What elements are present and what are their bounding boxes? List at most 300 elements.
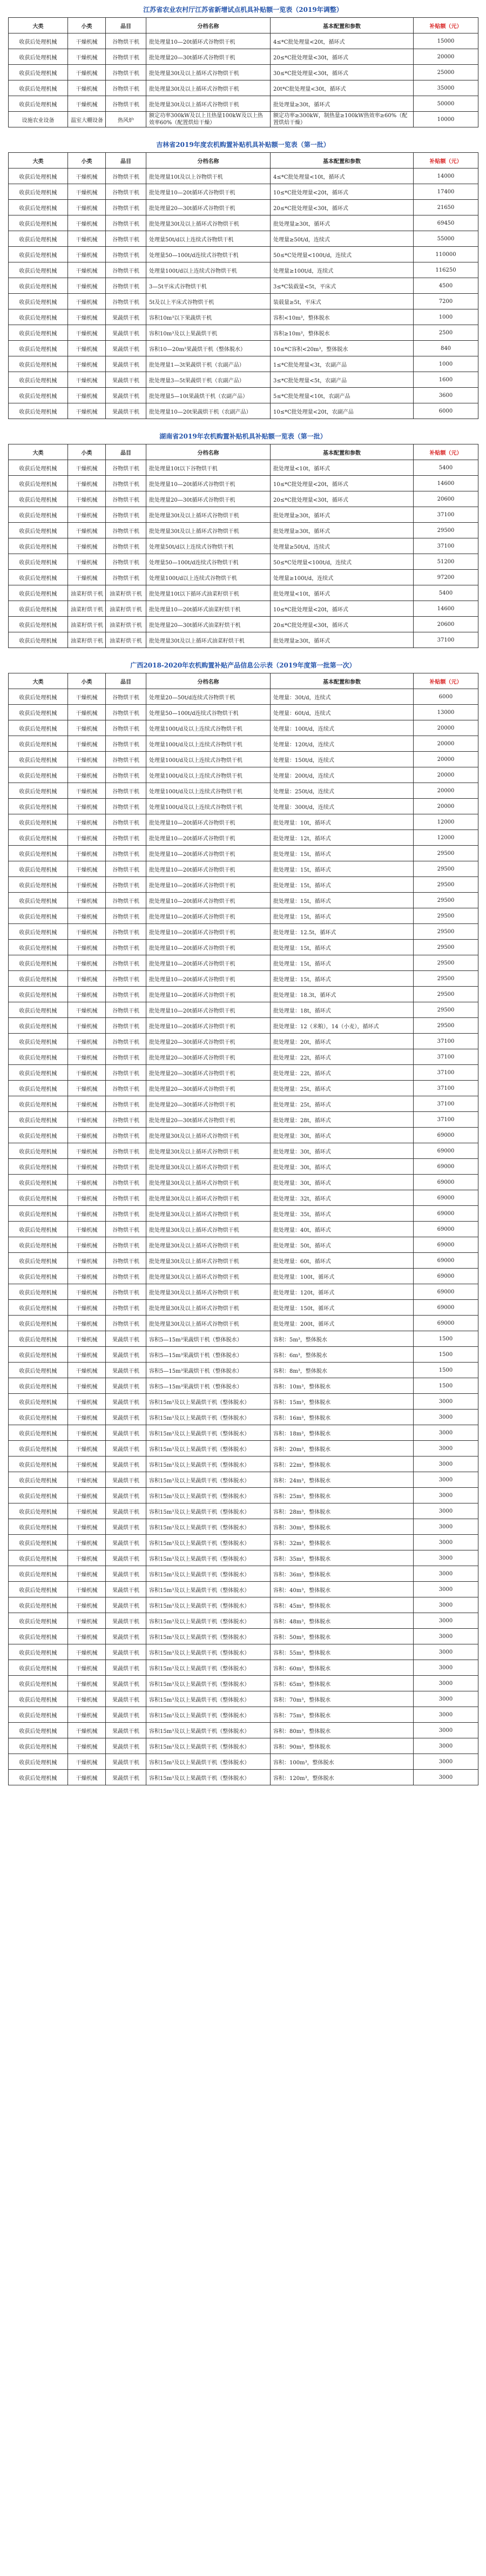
table-cell: 批处理量10—20t循环式谷物烘干机 xyxy=(146,1002,271,1018)
table-cell: 批处理量20—30t循环式谷物烘干机 xyxy=(146,1081,271,1096)
table-row xyxy=(9,1331,478,1347)
table-cell: 50≤*C处理量<100t/d，连续式 xyxy=(271,554,414,570)
table-row xyxy=(9,893,478,908)
table-cell: 3≤*C装载量<5t，平床式 xyxy=(271,278,414,294)
table-cell: 50000 xyxy=(414,96,478,112)
table-cell: 3000 xyxy=(414,1770,478,1785)
table-cell: 20≤*C批处理量<30t，循环式 xyxy=(271,49,414,65)
table-cell: 果蔬烘干机 xyxy=(106,403,146,419)
table-cell: 谷物烘干机 xyxy=(106,736,146,752)
table-cell: 干燥机械 xyxy=(68,1081,106,1096)
table-cell: 干燥机械 xyxy=(68,247,106,262)
table-cell: 干燥机械 xyxy=(68,1347,106,1363)
table-cell: 收获后处理机械 xyxy=(9,1018,68,1034)
table-row xyxy=(9,830,478,846)
table-cell: 果蔬烘干机 xyxy=(106,1363,146,1378)
table-cell: 容积15m³及以上果蔬烘干机（整体脱水） xyxy=(146,1707,271,1723)
table-cell: 谷物烘干机 xyxy=(106,1269,146,1284)
table-cell: 干燥机械 xyxy=(68,1143,106,1159)
table-cell: 干燥机械 xyxy=(68,1660,106,1676)
table-cell: 110000 xyxy=(414,247,478,262)
table-cell: 干燥机械 xyxy=(68,262,106,278)
table-cell: 批处理量：15t，循环式 xyxy=(271,861,414,877)
table-cell: 1000 xyxy=(414,356,478,372)
table-cell: 谷物烘干机 xyxy=(106,814,146,830)
table-cell: 69450 xyxy=(414,215,478,231)
table-cell: 容积15m³及以上果蔬烘干机（整体脱水） xyxy=(146,1754,271,1770)
table-cell: 容积：100m³，整体脱水 xyxy=(271,1754,414,1770)
table-cell: 容积：16m³，整体脱水 xyxy=(271,1410,414,1425)
table-cell: 29500 xyxy=(414,1018,478,1034)
table-cell: 收获后处理机械 xyxy=(9,278,68,294)
table-cell: 干燥机械 xyxy=(68,1676,106,1691)
table-cell: 收获后处理机械 xyxy=(9,689,68,705)
table-cell: 1600 xyxy=(414,372,478,388)
table-cell: 10≤*C批处理量<20t，循环式 xyxy=(271,476,414,491)
table-row xyxy=(9,523,478,538)
table-cell: 处理量50t/d以上连续式谷物烘干机 xyxy=(146,538,271,554)
table-row xyxy=(9,987,478,1002)
table-cell: 69000 xyxy=(414,1237,478,1253)
table-row xyxy=(9,1770,478,1785)
table-cell: 干燥机械 xyxy=(68,924,106,940)
table-cell: 20000 xyxy=(414,767,478,783)
table-row xyxy=(9,215,478,231)
table-cell: 收获后处理机械 xyxy=(9,987,68,1002)
table-row xyxy=(9,278,478,294)
table-row xyxy=(9,388,478,403)
table-cell: 批处理量10—20t循环式谷物烘干机 xyxy=(146,955,271,971)
table-cell: 收获后处理机械 xyxy=(9,1629,68,1644)
table-cell: 批处理量30t及以上循环式谷物烘干机 xyxy=(146,507,271,523)
table-cell: 收获后处理机械 xyxy=(9,1582,68,1597)
table-row xyxy=(9,924,478,940)
table-row xyxy=(9,1363,478,1378)
table-cell: 批处理量10—20t循环式谷物烘干机 xyxy=(146,940,271,955)
table-cell: 处理量：250t/d，连续式 xyxy=(271,783,414,799)
table-cell: 处理量：120t/d，连续式 xyxy=(271,736,414,752)
table-cell: 收获后处理机械 xyxy=(9,309,68,325)
table-cell: 油菜籽烘干机 xyxy=(68,632,106,648)
table-row xyxy=(9,1378,478,1394)
table-cell: 果蔬烘干机 xyxy=(106,1331,146,1347)
table-cell: 批处理量10—20t循环式油菜籽烘干机 xyxy=(146,601,271,617)
table-cell: 容积：22m³，整体脱水 xyxy=(271,1456,414,1472)
table-cell: 批处理量10—20t循环式谷物烘干机 xyxy=(146,987,271,1002)
table-cell: 处理量50—100t/d连续式谷物烘干机 xyxy=(146,247,271,262)
table-cell: 1500 xyxy=(414,1378,478,1394)
table-row xyxy=(9,1347,478,1363)
table-row xyxy=(9,1691,478,1707)
table-cell: 3000 xyxy=(414,1738,478,1754)
table-cell: 收获后处理机械 xyxy=(9,752,68,767)
table-cell: 干燥机械 xyxy=(68,1441,106,1456)
table-cell: 收获后处理机械 xyxy=(9,1347,68,1363)
table-cell: 37100 xyxy=(414,1065,478,1081)
table-cell: 谷物烘干机 xyxy=(106,924,146,940)
table-cell: 果蔬烘干机 xyxy=(106,1770,146,1785)
table-row xyxy=(9,705,478,720)
table-cell: 谷物烘干机 xyxy=(106,1300,146,1316)
table-cell: 处理量50—100t/d连续式谷物烘干机 xyxy=(146,705,271,720)
table-cell: 果蔬烘干机 xyxy=(106,1488,146,1503)
table-cell: 果蔬烘干机 xyxy=(106,309,146,325)
table-cell: 10≤*C批处理量<20t，循环式 xyxy=(271,184,414,200)
table-cell: 干燥机械 xyxy=(68,184,106,200)
table-cell: 果蔬烘干机 xyxy=(106,341,146,356)
table-row xyxy=(9,1253,478,1269)
table-cell: 批处理量10—20t循环式谷物烘干机 xyxy=(146,971,271,987)
table-row xyxy=(9,1096,478,1112)
section-title: 吉林省2019年度农机购置补贴机具补贴额一览表（第一批） xyxy=(156,141,330,149)
table-cell: 收获后处理机械 xyxy=(9,720,68,736)
section-title: 江苏省农业农村厅江苏省新增试点机具补贴额一览表（2019年调整） xyxy=(143,6,343,14)
table-row xyxy=(9,80,478,96)
table-cell: 55000 xyxy=(414,231,478,247)
table-cell: 干燥机械 xyxy=(68,846,106,861)
table-cell: 批处理量：25t，循环式 xyxy=(271,1096,414,1112)
table-cell: 收获后处理机械 xyxy=(9,356,68,372)
table-cell: 批处理量30t及以上循环式谷物烘干机 xyxy=(146,1143,271,1159)
table-row xyxy=(9,1049,478,1065)
table-row xyxy=(9,1143,478,1159)
table-cell: 29500 xyxy=(414,940,478,955)
table-header-row xyxy=(9,444,478,460)
table-row xyxy=(9,1206,478,1222)
table-cell: 20600 xyxy=(414,491,478,507)
table-cell: 10000 xyxy=(414,112,478,127)
table-cell: 容积15m³及以上果蔬烘干机（整体脱水） xyxy=(146,1535,271,1550)
table-cell: 果蔬烘干机 xyxy=(106,325,146,341)
table-cell: 收获后处理机械 xyxy=(9,96,68,112)
table-cell: 20000 xyxy=(414,799,478,814)
table-row xyxy=(9,799,478,814)
table-cell: 容积15m³及以上果蔬烘干机（整体脱水） xyxy=(146,1488,271,1503)
table-cell: 批处理量：22t，循环式 xyxy=(271,1049,414,1065)
column-header: 小类 xyxy=(68,673,106,689)
table-cell: 干燥机械 xyxy=(68,49,106,65)
table-cell: 容积：40m³，整体脱水 xyxy=(271,1582,414,1597)
table-cell: 收获后处理机械 xyxy=(9,1159,68,1175)
table-cell: 批处理量10—20t循环式谷物烘干机 xyxy=(146,476,271,491)
table-cell: 处理量100t/d及以上连续式谷物烘干机 xyxy=(146,736,271,752)
table-cell: 干燥机械 xyxy=(68,356,106,372)
table-cell: 油菜籽烘干机 xyxy=(106,585,146,601)
table-cell: 13000 xyxy=(414,705,478,720)
table-cell: 干燥机械 xyxy=(68,65,106,80)
table-row xyxy=(9,65,478,80)
table-cell: 果蔬烘干机 xyxy=(106,1519,146,1535)
table-cell: 干燥机械 xyxy=(68,538,106,554)
table-cell: 果蔬烘干机 xyxy=(106,1550,146,1566)
table-cell: 谷物烘干机 xyxy=(106,908,146,924)
table-cell: 谷物烘干机 xyxy=(106,1237,146,1253)
table-cell: 3000 xyxy=(414,1660,478,1676)
table-cell: 批处理量10t以下谷物烘干机 xyxy=(146,460,271,476)
table-cell: 批处理量：15t，循环式 xyxy=(271,908,414,924)
table-row xyxy=(9,1597,478,1613)
table-cell: 容积：50m³，整体脱水 xyxy=(271,1629,414,1644)
table-cell: 容积：80m³，整体脱水 xyxy=(271,1723,414,1738)
table-cell: 干燥机械 xyxy=(68,1237,106,1253)
table-cell: 干燥机械 xyxy=(68,1284,106,1300)
table-cell: 收获后处理机械 xyxy=(9,830,68,846)
column-header: 基本配置和参数 xyxy=(271,18,414,33)
table-cell: 容积：30m³，整体脱水 xyxy=(271,1519,414,1535)
table-cell: 10≤*C批处理量<20t，循环式 xyxy=(271,601,414,617)
table-cell: 批处理量：22t，循环式 xyxy=(271,1065,414,1081)
table-cell: 收获后处理机械 xyxy=(9,1456,68,1472)
table-row xyxy=(9,341,478,356)
table-cell: 谷物烘干机 xyxy=(106,783,146,799)
table-cell: 批处理量≥30t，循环式 xyxy=(271,96,414,112)
table-row xyxy=(9,1738,478,1754)
table-cell: 批处理量：15t，循环式 xyxy=(271,955,414,971)
table-cell: 69000 xyxy=(414,1222,478,1237)
table-row xyxy=(9,1754,478,1770)
table-cell: 干燥机械 xyxy=(68,1128,106,1143)
table-cell: 谷物烘干机 xyxy=(106,1190,146,1206)
table-cell: 收获后处理机械 xyxy=(9,1535,68,1550)
table-cell: 容积10m³及以上果蔬烘干机 xyxy=(146,325,271,341)
table-cell: 干燥机械 xyxy=(68,1519,106,1535)
table-cell: 干燥机械 xyxy=(68,783,106,799)
table-cell: 批处理量：15t，循环式 xyxy=(271,940,414,955)
table-cell: 12000 xyxy=(414,830,478,846)
table-cell: 收获后处理机械 xyxy=(9,184,68,200)
table-cell: 容积15m³及以上果蔬烘干机（整体脱水） xyxy=(146,1410,271,1425)
table-cell: 容积15m³及以上果蔬烘干机（整体脱水） xyxy=(146,1644,271,1660)
table-cell: 收获后处理机械 xyxy=(9,1206,68,1222)
table-cell: 3000 xyxy=(414,1597,478,1613)
table-row xyxy=(9,1159,478,1175)
table-cell: 处理量：60t/d，连续式 xyxy=(271,705,414,720)
table-row xyxy=(9,1269,478,1284)
table-row xyxy=(9,460,478,476)
table-cell: 果蔬烘干机 xyxy=(106,1738,146,1754)
table-cell: 果蔬烘干机 xyxy=(106,1456,146,1472)
table-row xyxy=(9,1472,478,1488)
table-cell: 4≤*C批处理量<20t，循环式 xyxy=(271,33,414,49)
table-cell: 14600 xyxy=(414,476,478,491)
table-cell: 油菜籽烘干机 xyxy=(68,585,106,601)
table-cell: 容积：90m³，整体脱水 xyxy=(271,1738,414,1754)
table-cell: 5t及以上平床式谷物烘干机 xyxy=(146,294,271,309)
table-cell: 容积5—15m³果蔬烘干机（整体脱水） xyxy=(146,1347,271,1363)
table-cell: 干燥机械 xyxy=(68,507,106,523)
table-cell: 批处理量：15t，循环式 xyxy=(271,893,414,908)
table-cell: 37100 xyxy=(414,538,478,554)
table-cell: 容积15m³及以上果蔬烘干机（整体脱水） xyxy=(146,1519,271,1535)
table-cell: 批处理量：120t，循环式 xyxy=(271,1284,414,1300)
table-cell: 收获后处理机械 xyxy=(9,1002,68,1018)
table-cell: 处理量100t/d以上连续式谷物烘干机 xyxy=(146,570,271,585)
column-header: 分档名称 xyxy=(146,18,271,33)
table-cell: 21650 xyxy=(414,200,478,215)
table-cell: 收获后处理机械 xyxy=(9,1378,68,1394)
table-cell: 批处理量：18t，循环式 xyxy=(271,1002,414,1018)
table-cell: 收获后处理机械 xyxy=(9,1644,68,1660)
table-cell: 容积15m³及以上果蔬烘干机（整体脱水） xyxy=(146,1472,271,1488)
table-row xyxy=(9,1644,478,1660)
table-cell: 干燥机械 xyxy=(68,1550,106,1566)
table-cell: 批处理量10—20t果蔬烘干机（农副产品） xyxy=(146,403,271,419)
column-header: 小类 xyxy=(68,18,106,33)
table-row xyxy=(9,200,478,215)
table-row xyxy=(9,1394,478,1410)
table-cell: 收获后处理机械 xyxy=(9,1707,68,1723)
table-cell: 干燥机械 xyxy=(68,1300,106,1316)
table-cell: 谷物烘干机 xyxy=(106,1253,146,1269)
table-cell: 6000 xyxy=(414,403,478,419)
table-row xyxy=(9,1284,478,1300)
table-cell: 干燥机械 xyxy=(68,1096,106,1112)
table-cell: 果蔬烘干机 xyxy=(106,1707,146,1723)
subsidy-table xyxy=(8,444,478,648)
table-row xyxy=(9,96,478,112)
table-cell: 干燥机械 xyxy=(68,1425,106,1441)
table-cell: 谷物烘干机 xyxy=(106,65,146,80)
table-cell: 69000 xyxy=(414,1175,478,1190)
table-cell: 69000 xyxy=(414,1159,478,1175)
table-cell: 干燥机械 xyxy=(68,372,106,388)
table-cell: 收获后处理机械 xyxy=(9,80,68,96)
table-cell: 批处理量10—20t循环式谷物烘干机 xyxy=(146,814,271,830)
table-row xyxy=(9,689,478,705)
table-cell: 谷物烘干机 xyxy=(106,1206,146,1222)
table-cell: 容积：35m³，整体脱水 xyxy=(271,1550,414,1566)
table-cell: 谷物烘干机 xyxy=(106,200,146,215)
table-cell: 15000 xyxy=(414,33,478,49)
table-cell: 谷物烘干机 xyxy=(106,33,146,49)
table-cell: 干燥机械 xyxy=(68,1597,106,1613)
table-row xyxy=(9,1707,478,1723)
table-cell: 批处理量30t及以上循环式谷物烘干机 xyxy=(146,1237,271,1253)
table-cell: 批处理量10—20t循环式谷物烘干机 xyxy=(146,908,271,924)
table-cell: 谷物烘干机 xyxy=(106,752,146,767)
table-cell: 收获后处理机械 xyxy=(9,767,68,783)
table-cell: 油菜籽烘干机 xyxy=(68,601,106,617)
table-cell: 37100 xyxy=(414,1096,478,1112)
table-cell: 干燥机械 xyxy=(68,1253,106,1269)
table-cell: 3000 xyxy=(414,1503,478,1519)
table-cell: 收获后处理机械 xyxy=(9,460,68,476)
table-cell: 干燥机械 xyxy=(68,1190,106,1206)
table-cell: 收获后处理机械 xyxy=(9,538,68,554)
table-cell: 收获后处理机械 xyxy=(9,388,68,403)
table-cell: 收获后处理机械 xyxy=(9,736,68,752)
table-cell: 干燥机械 xyxy=(68,908,106,924)
subsidy-section xyxy=(8,2,478,127)
table-row xyxy=(9,168,478,184)
table-cell: 干燥机械 xyxy=(68,403,106,419)
table-cell: 容积5—15m³果蔬烘干机（整体脱水） xyxy=(146,1378,271,1394)
table-cell: 7200 xyxy=(414,294,478,309)
table-cell: 收获后处理机械 xyxy=(9,168,68,184)
table-cell: 干燥机械 xyxy=(68,554,106,570)
table-cell: 收获后处理机械 xyxy=(9,893,68,908)
table-cell: 干燥机械 xyxy=(68,893,106,908)
table-cell: 收获后处理机械 xyxy=(9,1566,68,1582)
table-row xyxy=(9,1175,478,1190)
table-cell: 干燥机械 xyxy=(68,1331,106,1347)
table-cell: 1500 xyxy=(414,1347,478,1363)
table-cell: 谷物烘干机 xyxy=(106,720,146,736)
table-cell: 容积：65m³，整体脱水 xyxy=(271,1676,414,1691)
table-cell: 收获后处理机械 xyxy=(9,955,68,971)
table-cell: 840 xyxy=(414,341,478,356)
table-cell: 谷物烘干机 xyxy=(106,689,146,705)
table-cell: 批处理量20—30t循环式油菜籽烘干机 xyxy=(146,617,271,632)
table-row xyxy=(9,1676,478,1691)
table-cell: 额定功率300kW及以上且热量100kW及以上热效率60%（配置烘焙干燥） xyxy=(146,112,271,127)
table-cell: 干燥机械 xyxy=(68,1410,106,1425)
section-title: 湖南省2019年农机购置补贴机具补贴额一览表（第一批） xyxy=(159,433,327,440)
table-cell: 29500 xyxy=(414,861,478,877)
table-row xyxy=(9,1425,478,1441)
table-cell: 收获后处理机械 xyxy=(9,1425,68,1441)
table-cell: 容积：18m³，整体脱水 xyxy=(271,1425,414,1441)
table-cell: 批处理量30t及以上循环式谷物烘干机 xyxy=(146,1190,271,1206)
column-header: 基本配置和参数 xyxy=(271,153,414,168)
table-cell: 收获后处理机械 xyxy=(9,1128,68,1143)
table-cell: 谷物烘干机 xyxy=(106,877,146,893)
table-cell: 处理量：300t/d，连续式 xyxy=(271,799,414,814)
table-cell: 干燥机械 xyxy=(68,1002,106,1018)
table-cell: 容积15m³及以上果蔬烘干机（整体脱水） xyxy=(146,1723,271,1738)
table-cell: 5≤*C批处理量<10t，农副产品 xyxy=(271,388,414,403)
table-cell: 谷物烘干机 xyxy=(106,538,146,554)
table-cell: 12000 xyxy=(414,814,478,830)
table-cell: 批处理量：32t，循环式 xyxy=(271,1190,414,1206)
table-cell: 收获后处理机械 xyxy=(9,1597,68,1613)
table-cell: 容积：8m³，整体脱水 xyxy=(271,1363,414,1378)
table-cell: 3000 xyxy=(414,1550,478,1566)
table-cell: 收获后处理机械 xyxy=(9,325,68,341)
table-cell: 收获后处理机械 xyxy=(9,523,68,538)
table-cell: 收获后处理机械 xyxy=(9,1253,68,1269)
column-header: 大类 xyxy=(9,18,68,33)
table-cell: 干燥机械 xyxy=(68,1222,106,1237)
table-cell: 20≤*C批处理量<30t，循环式 xyxy=(271,617,414,632)
table-cell: 容积：24m³，整体脱水 xyxy=(271,1472,414,1488)
table-cell: 69000 xyxy=(414,1253,478,1269)
table-cell: 收获后处理机械 xyxy=(9,65,68,80)
table-row xyxy=(9,783,478,799)
table-cell: 批处理量5—10t果蔬烘干机（农副产品） xyxy=(146,388,271,403)
table-cell: 收获后处理机械 xyxy=(9,1503,68,1519)
column-header: 大类 xyxy=(9,673,68,689)
table-cell: 29500 xyxy=(414,846,478,861)
table-cell: 干燥机械 xyxy=(68,861,106,877)
table-row xyxy=(9,538,478,554)
table-row xyxy=(9,767,478,783)
table-cell: 批处理量10t及以上谷物烘干机 xyxy=(146,168,271,184)
table-cell: 批处理量30t及以上循环式谷物烘干机 xyxy=(146,1316,271,1331)
table-cell: 6000 xyxy=(414,689,478,705)
table-cell: 17400 xyxy=(414,184,478,200)
table-cell: 收获后处理机械 xyxy=(9,877,68,893)
table-row xyxy=(9,940,478,955)
table-cell: 干燥机械 xyxy=(68,830,106,846)
table-cell: 37100 xyxy=(414,1049,478,1065)
table-cell: 30≤*C批处理量<30t，循环式 xyxy=(271,65,414,80)
table-row xyxy=(9,971,478,987)
table-cell: 干燥机械 xyxy=(68,1049,106,1065)
table-cell: 收获后处理机械 xyxy=(9,924,68,940)
table-cell: 批处理量<10t，循环式 xyxy=(271,585,414,601)
table-cell: 14600 xyxy=(414,601,478,617)
